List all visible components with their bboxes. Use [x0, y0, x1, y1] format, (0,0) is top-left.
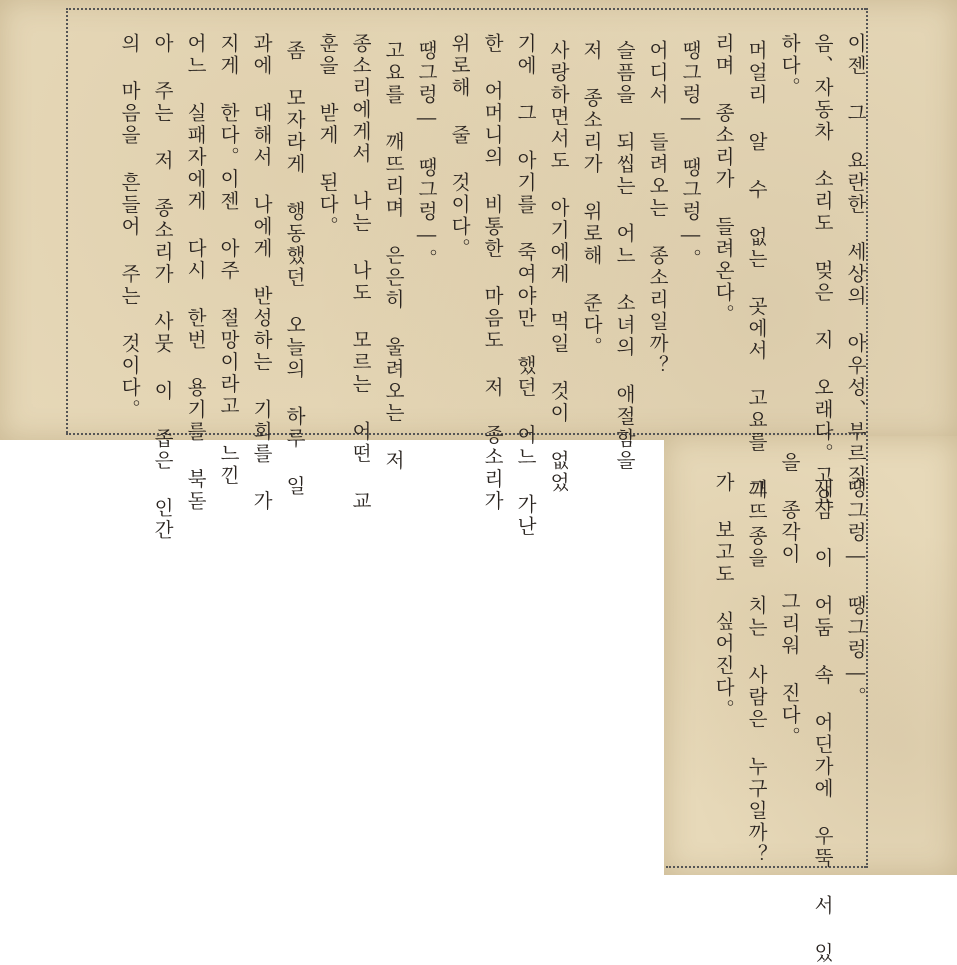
text-column: 과에 대해서 나에게 반성하는 기회를 가 [250, 33, 273, 513]
text-column: 훈을 받게 된다。 [316, 33, 339, 238]
dotted-border-top [66, 8, 866, 10]
text-column: 고요를 깨뜨리며 은은히 울려오는 저 [382, 40, 405, 472]
text-column: 하다。 [778, 33, 801, 99]
text-column: 땡그렁― 땡그렁―。 [679, 40, 702, 271]
dotted-border-bottom [666, 866, 866, 868]
text-column: 기에 그 아기를 죽여야만 했던 어느 가난 [514, 33, 537, 538]
text-column: 지게 한다。이젠 아주 절망이라고 느낀 [217, 33, 240, 487]
dotted-border-left [66, 8, 68, 433]
text-column: 위로해 줄 것이다。 [448, 33, 471, 260]
text-column: 머얼리 알 수 없는 곳에서 고요를 깨뜨 [745, 40, 768, 523]
text-column: 땡그렁― 땡그렁―。 [844, 478, 867, 709]
text-column: 사랑하면서도 아기에게 먹일 것이 없었 [547, 40, 570, 494]
text-column: 새삼 이 어둠 속 어딘가에 우뚝 서 있 [811, 478, 834, 965]
text-column: 그 종을 치는 사람은 누구일까？ [745, 478, 768, 866]
text-column: 음、자동차 소리도 멎은 지 오래다。고요 [811, 33, 834, 509]
text-column: 땡그렁― 땡그렁―。 [415, 40, 438, 271]
text-column: 가 보고도 싶어진다。 [712, 472, 735, 721]
text-column: 슬픔을 되씹는 어느 소녀의 애절함을 [613, 40, 636, 472]
text-column: 을 종각이 그리워 진다。 [778, 452, 801, 749]
text-column: 리며 종소리가 들려온다。 [712, 33, 735, 326]
text-column: 한 어머니의 비통한 마음도 저 종소리가 [481, 33, 504, 513]
text-column: 의 마음을 흔들어 주는 것이다。 [118, 33, 141, 421]
text-column: 이젠 그 요란한 세상의 아우성、부르짖 [844, 33, 867, 487]
text-column: 어느 실패자에게 다시 한번 용기를 북돋 [184, 33, 207, 513]
text-column: 종소리에게서 나는 나도 모르는 어떤 교 [349, 33, 372, 513]
text-column: 저 종소리가 위로해 준다。 [580, 40, 603, 359]
text-column: 아 주는 저 종소리가 사뭇 이 좁은 인간 [151, 33, 174, 542]
text-column: 어디서 들려오는 종소리일까？ [646, 40, 669, 377]
text-column: 좀 모자라게 행동했던 오늘의 하루 일 [283, 40, 306, 498]
